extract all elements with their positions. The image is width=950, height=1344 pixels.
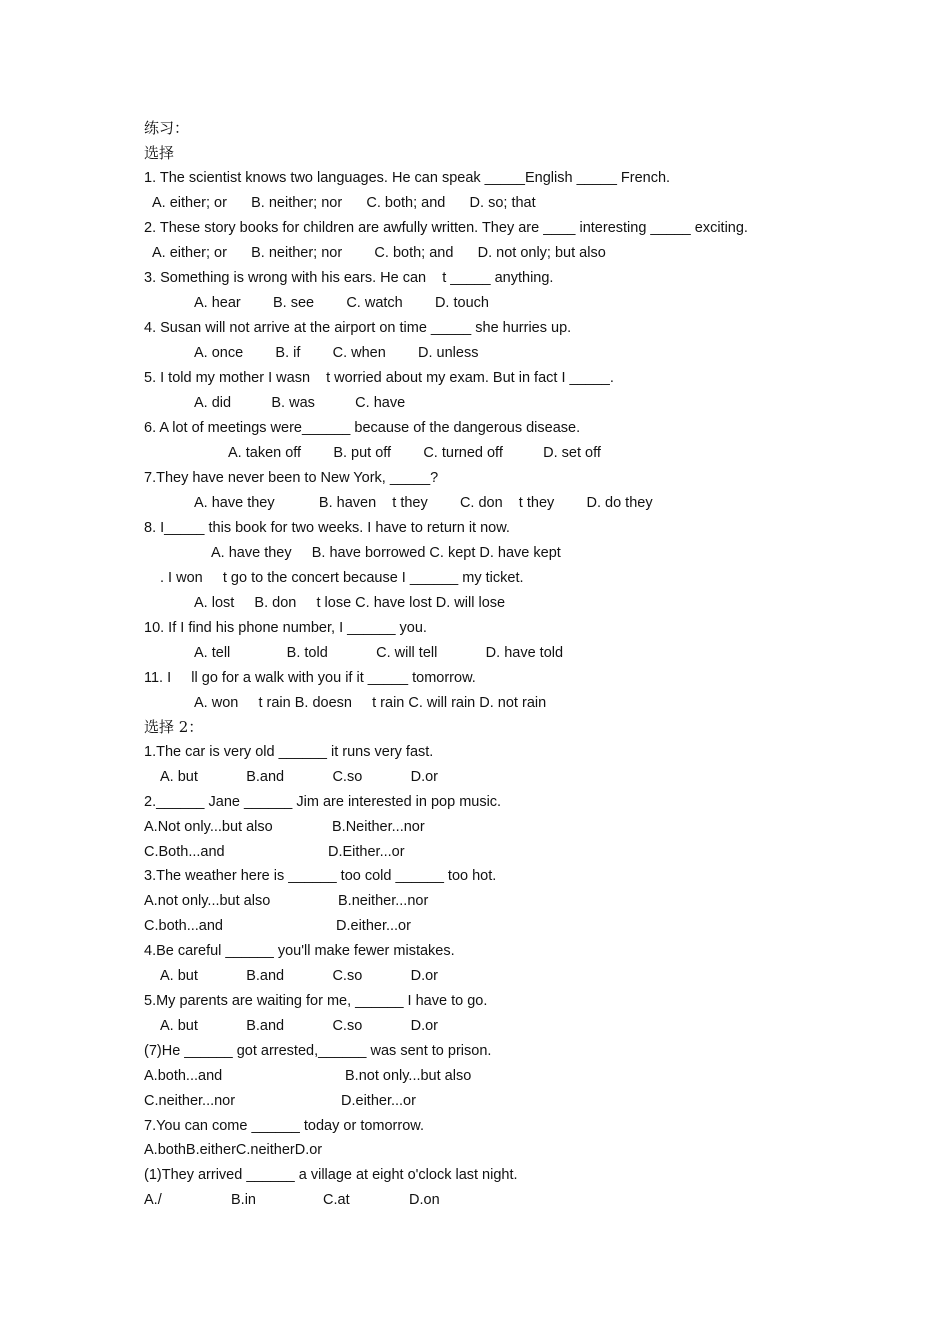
s2-question-6-option-a: A.both...and [144,1068,223,1084]
s2-question-8-option-b: B.in [231,1192,256,1208]
s2-question-1: 1.The car is very old ______ it runs very fast. [144,744,434,760]
question-7: 7.They have never been to New York, _____? [144,470,439,486]
s2-question-7: 7.You can come ______ today or tomorrow. [144,1118,424,1134]
s2-question-2-option-b: B.Neither...nor [332,819,425,835]
question-4-options: A. once B. if C. when D. unless [194,345,479,361]
question-8: 8. I_____ this book for two weeks. I have to return it now. [144,520,510,536]
s2-question-8-option-a: A./ [144,1192,162,1208]
question-3-options: A. hear B. see C. watch D. touch [194,295,489,311]
question-10-options: A. tell B. told C. will tell D. have told [194,645,564,661]
question-9-options: A. lost B. don t lose C. have lost D. will lose [194,595,506,611]
s2-question-6-option-c: C.neither...nor [144,1093,236,1109]
section-heading-choice: 选择 [144,144,175,162]
s2-question-3-option-c: C.both...and [144,918,223,934]
s2-question-3-option-a: A.not only...but also [144,893,271,909]
question-5: 5. I told my mother I wasn t worried about my exam. But in fact I _____. [144,370,614,386]
s2-question-1-options: A. but B.and C.so D.or [160,769,439,785]
question-9: . I won t go to the concert because I ______ my ticket. [160,570,524,586]
s2-question-8: (1)They arrived ______ a village at eight o'clock last night. [144,1167,518,1183]
s2-question-3: 3.The weather here is ______ too cold ______ too hot. [144,868,497,884]
question-11: 11. I ll go for a walk with you if it _____ tomorrow. [144,670,476,686]
question-1: 1. The scientist knows two languages. He can speak _____English _____ French. [144,170,671,186]
s2-question-6-option-b: B.not only...but also [345,1068,472,1084]
s2-question-3-option-b: B.neither...nor [338,893,429,909]
s2-question-6-option-d: D.either...or [341,1093,416,1109]
s2-question-8-option-c: C.at [323,1192,350,1208]
question-1-options: A. either; or B. neither; nor C. both; and D. so; that [152,195,536,211]
s2-question-2-option-c: C.Both...and [144,844,225,860]
s2-question-4: 4.Be careful ______ you'll make fewer mistakes. [144,943,455,959]
question-6: 6. A lot of meetings were______ because of the dangerous disease. [144,420,581,436]
question-11-options: A. won t rain B. doesn t rain C. will rain D. not rain [194,695,547,711]
s2-question-3-option-d: D.either...or [336,918,411,934]
question-8-options: A. have they B. have borrowed C. kept D. have kept [211,545,561,561]
exercise-title: 练习： [144,119,190,137]
s2-question-6: (7)He ______ got arrested,______ was sent to prison. [144,1043,492,1059]
question-6-options: A. taken off B. put off C. turned off D. set off [228,445,601,461]
question-2: 2. These story books for children are awfully written. They are ____ interesting _____ exciting. [144,220,748,236]
question-2-options: A. either; or B. neither; nor C. both; and D. not only; but also [152,245,606,261]
question-7-options: A. have they B. haven t they C. don t they D. do they [194,495,653,511]
s2-question-2-option-a: A.Not only...but also [144,819,273,835]
s2-question-4-options: A. but B.and C.so D.or [160,968,439,984]
s2-question-5: 5.My parents are waiting for me, ______ I have to go. [144,993,488,1009]
question-3: 3. Something is wrong with his ears. He can t _____ anything. [144,270,554,286]
s2-question-5-options: A. but B.and C.so D.or [160,1018,439,1034]
s2-question-7-options: A.bothB.eitherC.neitherD.or [144,1142,323,1158]
question-10: 10. If I find his phone number, I ______ you. [144,620,427,636]
s2-question-8-option-d: D.on [409,1192,440,1208]
question-4: 4. Susan will not arrive at the airport on time _____ she hurries up. [144,320,572,336]
question-5-options: A. did B. was C. have [194,395,406,411]
s2-question-2-option-d: D.Either...or [328,844,405,860]
s2-question-2: 2.______ Jane ______ Jim are interested in pop music. [144,794,502,810]
section-heading-choice-2: 选择 2： [144,718,204,736]
